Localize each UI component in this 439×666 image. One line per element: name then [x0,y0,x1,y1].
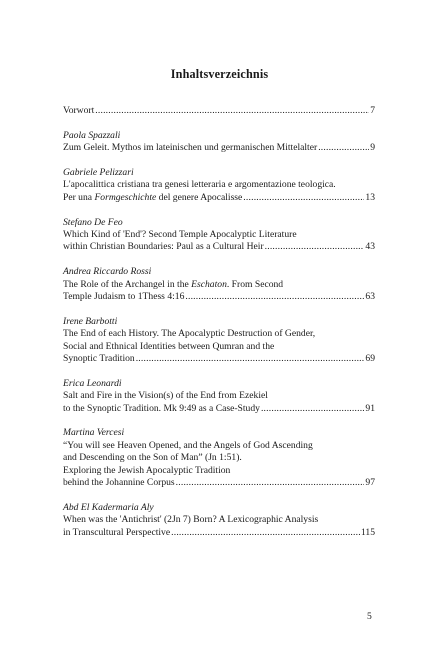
toc-entry [63,167,375,204]
toc-entry-line [63,105,375,117]
toc-entry [63,217,375,254]
toc-entry-line [63,241,375,253]
entry-author: Andrea Riccardo Rossi [63,266,152,278]
entry-author: Abd El Kadermaria Aly [63,501,154,513]
toc-entry-line [63,291,375,303]
entry-author: Erica Leonardi [63,377,122,389]
toc-entry-line [63,192,375,204]
entry-author: Martina Vercesi [63,427,125,439]
entry-title-line: Salt and Fire in the Vision(s) of the End from Ezekiel [63,390,268,402]
entry-title: Vorwort [63,105,95,116]
entry-page-number: 7 [370,105,375,116]
toc-entry-line [63,477,375,489]
entry-title-line: and Descending on the Son of Man” (Jn 1:51). [63,452,242,464]
entry-title: in Transcultural Perspective [63,526,171,538]
dot-leader [261,403,364,415]
entry-author: Irene Barbotti [63,315,118,327]
toc-entry [63,266,375,303]
entry-title-line: When was the 'Antichrist' (2Jn 7) Born? A Lexicographic Analysis [63,514,319,526]
toc-entry-vorwort [63,105,375,117]
toc-entry-line [63,527,375,539]
entry-title-line: Which Kind of 'End'? Second Temple Apocalyptic Literature [63,229,297,241]
toc-entry [63,130,375,155]
entry-title: Temple Judaism to 1Thess 4:16 [63,291,185,303]
entry-page-number: 9 [370,142,375,154]
entry-title: Synoptic Tradition [63,353,135,365]
entry-page-number: 91 [365,402,375,414]
dot-leader [176,477,365,489]
dot-leader [185,291,364,303]
entry-page-number: 97 [365,477,375,489]
dot-leader [171,527,360,539]
entry-author: Paola Spazzali [63,129,121,141]
entry-title: to the Synoptic Tradition. Mk 9:49 as a Case-Study [63,402,260,414]
entry-title-line: The Role of the Archangel in the Eschaton. From Second [63,278,284,290]
table-of-contents [63,105,375,551]
dot-leader [318,142,369,154]
entry-page-number: 69 [365,353,375,365]
page-title: Inhaltsverzeichnis [170,67,269,81]
entry-page-number: 13 [365,191,375,203]
dot-leader [136,353,365,365]
entry-title: within Christian Boundaries: Paul as a Cultural Heir [63,241,264,253]
entry-page-number: 43 [365,241,375,253]
entry-page-number: 115 [360,526,375,538]
entry-title-line: Exploring the Jewish Apocalyptic Tradition [63,464,231,476]
dot-leader [243,192,364,204]
dot-leader [265,241,365,253]
entry-title-line: The End of each History. The Apocalyptic Destruction of Gender, [63,328,316,340]
toc-entry-line [63,403,375,415]
toc-entry-line [63,142,375,154]
toc-entry-line [63,353,375,365]
toc-entry [63,378,375,415]
entry-title-line: L'apocalittica cristiana tra genesi letteraria e argomentazione teologica. [63,179,336,191]
entry-title: Zum Geleit. Mythos im lateinischen und germanischen Mittelalter [63,142,318,154]
entry-page-number: 63 [365,291,375,303]
page-number: 5 [367,611,372,622]
toc-entry [63,502,375,539]
entry-title-line: “You will see Heaven Opened, and the Angels of God Ascending [63,439,313,451]
toc-entry [63,427,375,489]
entry-author: Gabriele Pelizzari [63,167,134,178]
dot-leader [95,105,369,117]
entry-title: Per una Formgeschichte del genere Apocalisse [63,191,243,203]
entry-title-line: Social and Ethnical Identities between Qumran and the [63,340,275,352]
toc-entry [63,316,375,366]
entry-title: behind the Johannine Corpus [63,477,175,489]
entry-author: Stefano De Feo [63,216,123,228]
